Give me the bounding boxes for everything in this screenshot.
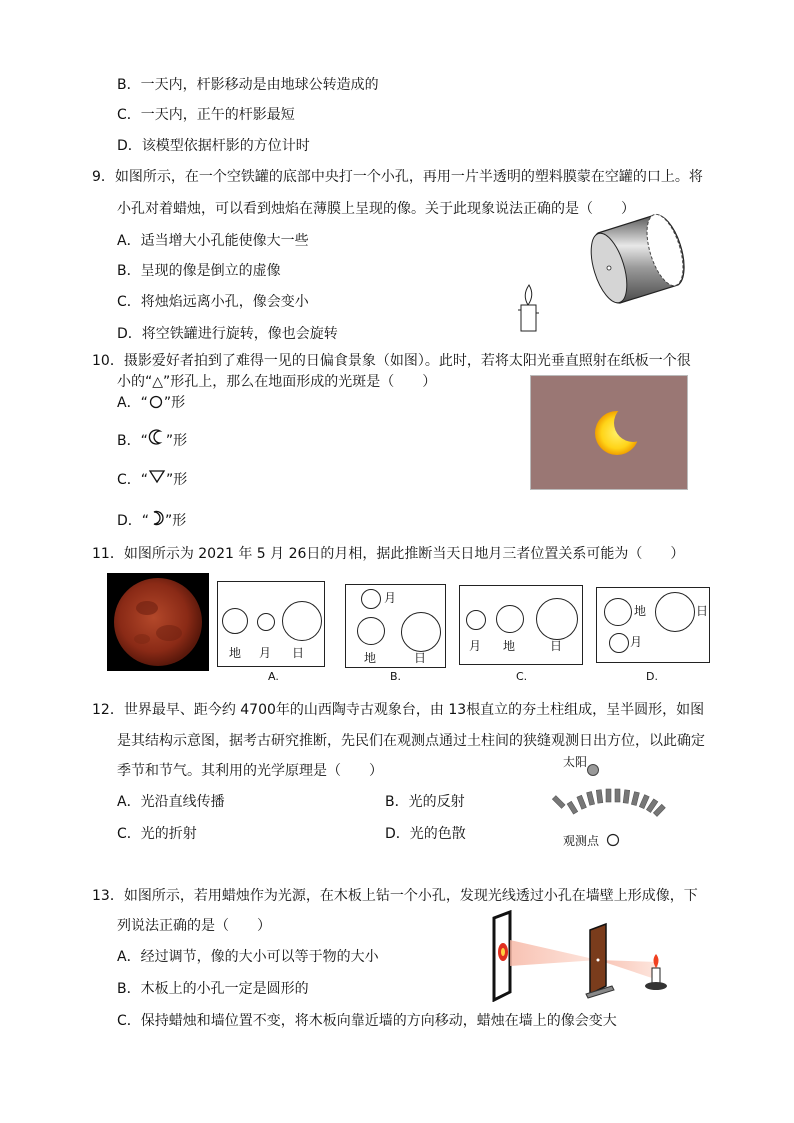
q10-option-a-prefix: A．“ [117,395,148,411]
crescent-left-icon [148,428,166,446]
earth-circle [222,608,248,634]
q9-option-d: D．将空铁罐进行旋转，像也会旋转 [117,326,338,342]
observatory-pillars-arc [548,782,668,824]
moon-circle [257,613,275,631]
q12-stem-line1: 12．世界最早、距今约 4700年的山西陶寺古观象台，由 13根直立的夯土柱组成，呈半圆形，如图 [92,702,705,718]
blood-moon-photo [107,573,209,671]
moon-label: 月 [384,591,397,605]
q10-option-c [117,468,187,489]
q11-option-a-diagram [217,581,325,667]
q9-stem-line2: 小孔对着蜡烛，可以看到烛焰在薄膜上呈现的像。关于此现象说法正确的是（ ） [117,201,635,217]
q12-option-b: B．光的反射 [385,794,465,810]
sun-circle [282,601,322,641]
sun-label: 日 [414,651,427,665]
observation-point-label: 观测点 [563,834,600,848]
earth-label: 地 [503,639,516,653]
q10-option-d-prefix: D．“ [117,513,150,529]
sun-circle [536,598,578,640]
q9-option-a: A．适当增大小孔能使像大一些 [117,233,309,249]
sun-label: 日 [292,646,305,660]
crescent-right-icon [149,510,165,526]
q11-caption-a: A. [268,670,279,683]
q11-option-b-diagram [345,584,446,668]
q10-stem-line2: 小的“△”形孔上，那么在地面形成的光斑是（ ） [117,374,437,390]
sun-label: 日 [550,639,563,653]
moon-circle [609,633,629,653]
q10-stem-line1: 10．摄影爱好者拍到了难得一见的日偏食景象（如图）。此时，若将太阳光垂直照射在纸板一个很 [92,353,691,369]
q11-option-d-diagram [596,587,710,663]
sun-circle [401,612,441,652]
q9-option-c: C．将烛焰远离小孔，像会变小 [117,294,309,310]
earth-circle [357,617,385,645]
q10-option-b-prefix: B．“ [117,433,148,449]
q13-option-a: A．经过调节，像的大小可以等于物的大小 [117,949,379,965]
q12-option-c: C．光的折射 [117,826,197,842]
q12-stem-line3: 季节和节气。其利用的光学原理是（ ） [117,763,383,779]
sun-circle [655,592,695,632]
q10-option-a-suffix: ”形 [163,395,186,411]
q13-option-c: C．保持蜡烛和墙位置不变，将木板向靠近墙的方向移动，蜡烛在墙上的像会变大 [117,1013,617,1029]
q13-stem-line1: 13．如图所示，若用蜡烛作为光源，在木板上钻一个小孔，发现光线透过小孔在墙壁上形成像，下 [92,888,698,904]
can-and-candle-figure [510,205,690,340]
q11-caption-c: C. [516,670,528,683]
q11-stem: 11．如图所示为 2021 年 5 月 26日的月相，据此推断当天日地月三者位置关系可能为（ ） [92,546,685,562]
earth-circle [604,598,632,626]
observation-point-marker [605,832,621,848]
circle-shape-icon [148,395,164,409]
q12-option-d: D．光的色散 [385,826,466,842]
partial-solar-eclipse-photo [530,375,688,490]
q12-stem-line2: 是其结构示意图，据考古研究推断，先民们在观测点通过土柱间的狭缝观测日出方位，以此确定 [117,733,705,749]
q10-option-d [117,510,186,530]
moon-label: 月 [630,635,643,649]
q8-option-c: C．一天内，正午的杆影最短 [117,107,295,123]
q12-option-a: A．光沿直线传播 [117,794,225,810]
q10-option-b [117,428,187,450]
moon-label: 月 [469,639,482,653]
moon-circle [466,610,486,630]
moon-circle [361,589,381,609]
q9-option-b: B．呈现的像是倒立的虚像 [117,263,281,279]
q8-option-d: D．该模型依据杆影的方位计时 [117,138,310,154]
q10-option-c-prefix: C．“ [117,472,149,488]
q13-stem-line2: 列说法正确的是（ ） [117,918,271,934]
q10-option-d-suffix: ”形 [165,513,187,529]
q11-caption-b: B. [390,670,402,683]
q8-option-b: B．一天内，杆影移动是由地球公转造成的 [117,77,379,93]
sun-label: 太阳 [563,755,588,769]
sun-label: 日 [696,604,709,618]
pinhole-camera-figure [488,910,678,1002]
sun-marker [585,762,601,778]
q10-option-a [117,394,185,412]
earth-label: 地 [229,646,242,660]
q9-stem-line1: 9．如图所示，在一个空铁罐的底部中央打一个小孔，再用一片半透明的塑料膜蒙在空罐的口上。将 [92,169,703,185]
q13-option-b: B．木板上的小孔一定是圆形的 [117,981,309,997]
q11-option-c-diagram [459,585,583,665]
earth-label: 地 [364,651,377,665]
q11-caption-d: D. [646,670,658,683]
moon-label: 月 [259,646,272,660]
q10-option-b-suffix: ”形 [165,433,188,449]
earth-circle [496,605,524,633]
inverted-triangle-icon [148,468,166,484]
earth-label: 地 [634,604,647,618]
q10-option-c-suffix: ”形 [166,472,188,488]
